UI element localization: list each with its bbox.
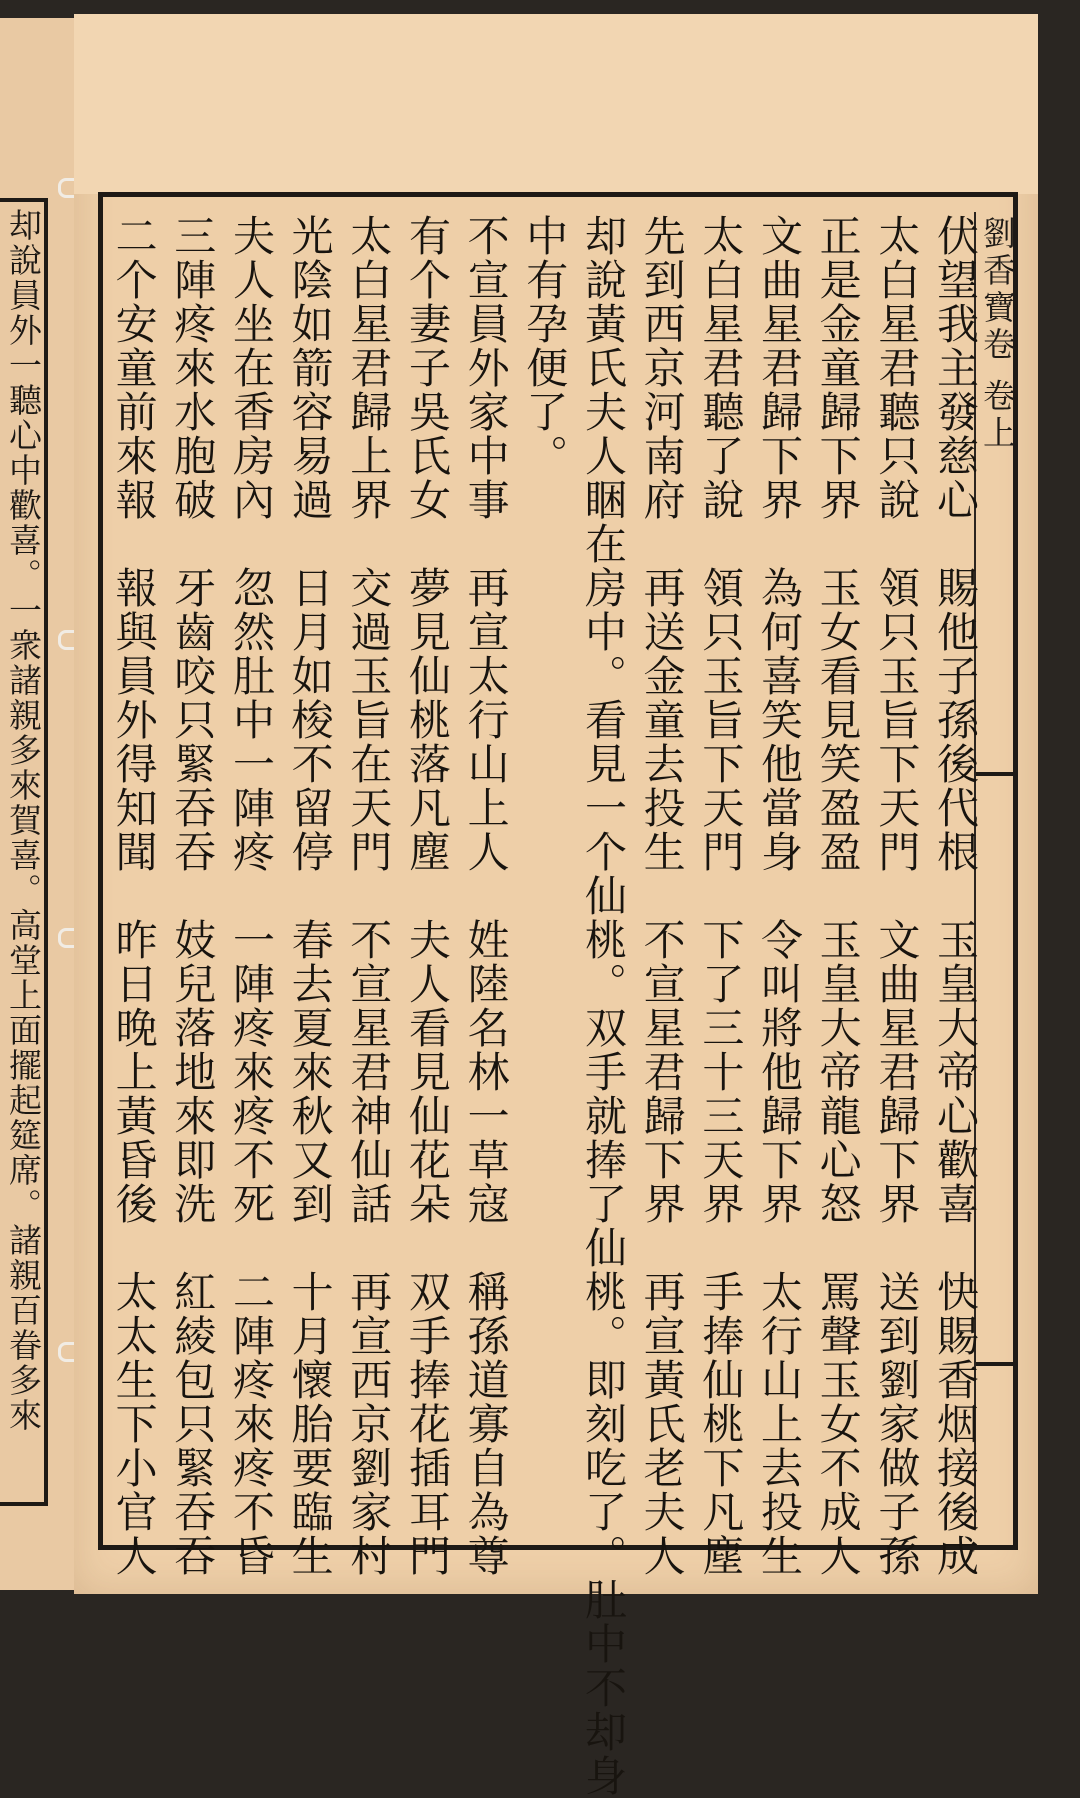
text-column-14: 三陣疼來水胞破 牙齒咬只緊吞吞 妓兒落地來即洗 紅綾包只緊吞吞	[168, 214, 218, 1578]
text-column-4: 文曲星君歸下界 為何喜笑他當身 令叫將他歸下界 太行山上去投生	[754, 214, 804, 1578]
text-column-11: 太白星君歸上界 交過玉旨在天門 不宣星君神仙話 再宣西京劉家村	[344, 214, 394, 1578]
book-title: 劉香寶卷 卷上	[978, 216, 1017, 453]
text-column-2: 太白星君聽只說 領只玉旨下天門 文曲星君歸下界 送到劉家做子孫	[872, 214, 922, 1578]
text-column-6: 先到西京河南府 再送金童去投生 不宣星君歸下界 再宣黃氏老夫人	[637, 214, 687, 1578]
page-top-margin	[74, 14, 1038, 194]
text-column-12: 光陰如箭容易過 日月如梭不留停 春去夏來秋又到 十月懷胎要臨生	[285, 214, 335, 1578]
text-column-15: 二个安童前來報 報與員外得知聞 昨日晚上黃昏後 太太生下小官人	[109, 214, 159, 1578]
text-column-8: 中有孕便了。	[520, 214, 570, 478]
text-columns	[104, 214, 984, 1798]
text-column-10: 有个妻子吳氏女 夢見仙桃落凡塵 夫人看見仙花朵 双手捧花插耳門	[402, 214, 452, 1578]
text-column-13: 夫人坐在香房內 忽然肚中一陣疼 一陣疼來疼不死 二陣疼來疼不昏	[226, 214, 276, 1578]
text-column-1: 伏望我主發慈心 賜他子孫後代根 玉皇大帝心歡喜 快賜香烟接後成	[931, 214, 980, 1578]
text-column-5: 太白星君聽了說 領只玉旨下天門 下了三十三天界 手捧仙桃下凡塵	[696, 214, 746, 1578]
text-column-9: 不宣員外家中事 再宣太行山上人 姓陸名林一草寇 稱孫道寡自為尊	[461, 214, 511, 1578]
text-column-3: 正是金童歸下界 玉女看見笑盈盈 玉皇大帝龍心怒 罵聲玉女不成人	[813, 214, 863, 1578]
left-page-column: 却說員外一聽心中歡喜。一衆諸親多來賀喜。高堂上面擺起筵席。諸親百眷多來	[4, 208, 43, 1433]
text-column-7: 却說黃氏夫人睏在房中。看見一个仙桃。双手就捧了仙桃。即刻吃了。肚中不却身	[578, 214, 628, 1798]
